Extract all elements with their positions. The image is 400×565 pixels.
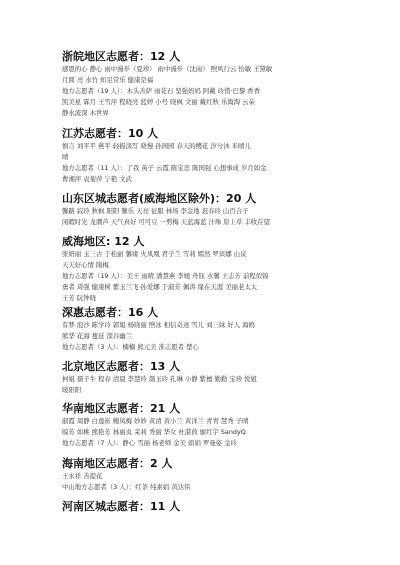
volunteer-names-line: 地方志愿者（19 人）：美王 雨晴 潘慧燕 李媛 舟钰 水馨 王志芳 前程似锦 (62, 272, 269, 280)
volunteer-names-line: 静水流深 木世界 (62, 109, 109, 117)
volunteer-names-line: 淑霞 周静 白莲崔 鲍凤梅 妙妙 黄清 黄小兰 黄洋兰 青青 慧秀 子晴 (62, 417, 249, 425)
section-huanan (62, 402, 362, 449)
section-heading: 威海地区: 12 人 (62, 235, 145, 248)
section-heading: 江苏志愿者：10 人 (62, 127, 159, 140)
volunteer-names-line: 地方志愿者（19 人）：木头善萨 雨花石 坚强妈妈 阿戴 玲惜·巴黎 香香 (62, 87, 261, 95)
volunteer-names-line: 闲暇时光 龙潮芦 天气真好 可可豆 一剪梅 天蓝海蓝 汁珠 原上草 丰收在望 (62, 218, 270, 226)
section-beijing (62, 360, 362, 396)
volunteer-names-line: 张妍丽 玉三古 于松丽 馨缘 火凤凰 君子兰 雪莉 嫣然 罗宾娜 山泉 (62, 250, 247, 258)
section-henan (62, 500, 362, 514)
volunteer-names-line: 慎言 刘平平 燕平 轻描淡写 晓慢 孙园园 春天的樱花 汐兮沐 米晴儿 (62, 142, 251, 150)
section-heading: 华南地区志愿者：21 人 (62, 402, 181, 415)
volunteer-names-line: 地方志愿者（7 人）：静心 雪丽 杨老师 金美 娟娟 罗曼姿 金玲 (62, 439, 237, 447)
section-heading: 山东区城志愿者(威海地区除外)：20 人 (62, 192, 257, 205)
volunteer-names-line: 晴 (62, 153, 69, 161)
volunteer-names-line: 曹湘萍 袁菊萍 宁艳 文武 (62, 175, 132, 183)
section-jiangsu (62, 127, 362, 185)
section-hainan (62, 457, 362, 493)
section-shenhui (62, 306, 362, 353)
volunteer-names-line: 中山地方志愿者（3 人）：红茶 纯素娟 黄达伟 (62, 483, 191, 491)
volunteer-names-line: 王永祥 善提花 (62, 472, 103, 480)
volunteer-names-line: 凯美星 霖月 王雪萍 程晓亮 蓝婷 小号 晓枫 文丽 戴红秋 乐淘淘 云朵 (62, 98, 255, 106)
section-heading: 深惠志愿者：16 人 (62, 306, 159, 319)
section-shandong (62, 192, 362, 228)
volunteer-names-line: 勇者 琦强 健康树 紫玉兰飞 孙爱娜 于淑芳 佩涛 缘在天涯 美丽老太太 (62, 283, 258, 291)
volunteer-names-line: 王芳 阮钟晓 (62, 294, 96, 302)
volunteer-names-line: 地方志愿者（11 人）：了我 英子 云霞 陈宝忠 陈国强 心想事成 岁月如金 (62, 164, 267, 172)
volunteer-names-line: 晾芳 如桃 熊艳芳 林丽贞 茉莉 秀丽 华女 杜湛荷 廖红宇 SandyQ (62, 428, 246, 436)
section-heading: 北京地区志愿者：13 人 (62, 360, 181, 373)
section-zhewan (62, 50, 362, 119)
volunteer-names-line: 熊华 花海 蔓延 深谷幽兰 (62, 332, 132, 340)
volunteer-names-line: 柯姐 孺子牛 程春 清晨 李慧玲 颜玉玲 孔琳 小静 紫檀 勤勤 宝珍 悦姐 (62, 375, 257, 383)
section-heading: 海南地区志愿者：2 人 (62, 457, 173, 470)
volunteer-names-line: 地方志愿者（3 人）：楠楠 熊元美 准志愿者 楚心 (62, 343, 199, 351)
section-weihai (62, 235, 362, 304)
section-heading: 浙皖地区志愿者：12 人 (62, 50, 181, 63)
volunteer-names-line: 馨路 寂玲 秋枫 阳阳 馨乐 天亮 征服 林场 李金地 迟春玲 山百合子 (62, 207, 249, 215)
volunteer-names-line: 月圆 亮 水竹 知足常乐 健康是福 (62, 76, 154, 84)
section-heading: 河南区城志愿者：11 人 (62, 500, 181, 513)
volunteer-names-line: 暖阳阳 (62, 386, 82, 394)
volunteer-names-line: 天天好心情 隋梅 (62, 261, 109, 269)
volunteer-names-line: 感恩的心 静心 雨中漫步（夏珍） 雨中漫步（沈雨） 煦风行云 怡敏 王黛敏 (62, 65, 273, 73)
volunteer-names-line: 有梦 泡沙 陈学玲 郭姐 杨晓丽 煦冰 相信奇迹 雪儿 刘三妹 好人 海鸥 (62, 321, 255, 329)
